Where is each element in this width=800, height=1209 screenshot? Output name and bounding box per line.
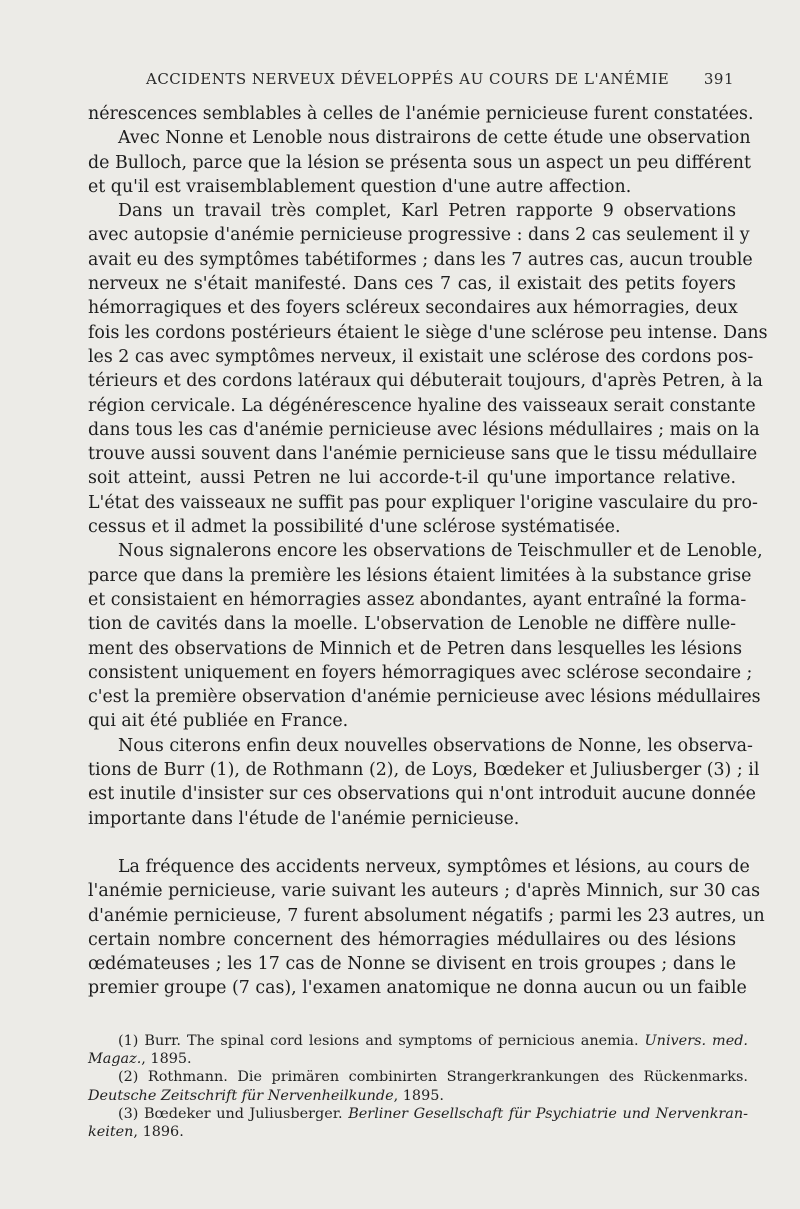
text-line: fois les cordons postérieurs étaient le siège d'une sclérose peu intense. Dans [88, 322, 768, 343]
footnote-journal: Berliner Gesellschaft für Psychiatrie und Nervenkran- [348, 1105, 749, 1122]
text-line: qui ait été publiée en France. [88, 711, 349, 732]
text-line: et consistaient en hémorragies assez abondantes, ayant entraîné la forma- [88, 589, 747, 610]
footnote-journal: Deutsche Zeitschrift für Nervenheilkunde [88, 1087, 394, 1104]
running-title: ACCIDENTS NERVEUX DÉVELOPPÉS AU COURS DE L'ANÉMIE [146, 70, 670, 88]
text-line: nérescences semblables à celles de l'anémie pernicieuse furent constatées. [88, 104, 754, 124]
footnote-journal: keiten [88, 1124, 134, 1141]
footnote-1 [88, 1032, 748, 1050]
text-line: d'anémie pernicieuse, 7 furent absolument négatifs ; parmi les 23 autres, un [88, 905, 765, 926]
footnote-text: , 1896. [133, 1124, 184, 1141]
text-line: Dans un travail très complet, Karl Petren rapporte 9 observations [118, 201, 736, 222]
footnote-3-cont [88, 1123, 748, 1141]
paragraph-gap [88, 831, 736, 855]
text-line: premier groupe (7 cas), l'examen anatomique ne donna aucun ou un faible [88, 978, 747, 999]
text-line: Avec Nonne et Lenoble nous distrairons de cette étude une observation [118, 128, 751, 149]
footnote-text: (1) Burr. The spinal cord lesions and symptoms of pernicious anemia. [118, 1033, 639, 1049]
footnotes [88, 1032, 748, 1141]
footnote-3 [88, 1105, 748, 1123]
text-line: certain nombre concernent des hémorragies médullaires ou des lésions [88, 929, 736, 950]
text-line: dans tous les cas d'anémie pernicieuse avec lésions médullaires ; mais on la [88, 419, 760, 440]
text-line: l'anémie pernicieuse, varie suivant les auteurs ; d'après Minnich, sur 30 cas [88, 881, 761, 902]
text-line: tions de Burr (1), de Rothmann (2), de Loys, Bœdeker et Juliusberger (3) ; il [88, 760, 760, 781]
text-line: parce que dans la première les lésions étaient limitées à la substance grise [88, 565, 752, 586]
text-line: avait eu des symptômes tabétiformes ; dans les 7 autres cas, aucun trouble [88, 249, 753, 270]
text-line: soit atteint, aussi Petren ne lui accorde-t-il qu'une importance relative. [88, 468, 736, 489]
page-number: 391 [703, 70, 734, 88]
text-line: tion de cavités dans la moelle. L'observation de Lenoble ne diffère nulle- [88, 614, 736, 635]
text-line: cessus et il admet la possibilité d'une sclérose systématisée. [88, 517, 621, 538]
text-line: térieurs et des cordons latéraux qui débuterait toujours, d'après Petren, à la [88, 371, 763, 392]
footnote-text: , 1895. [393, 1087, 444, 1104]
text-line: hémorragiques et des foyers scléreux secondaires aux hémorragies, deux [88, 298, 738, 319]
text-line: et qu'il est vraisemblablement question d'une autre affection. [88, 176, 632, 197]
footnote-2-cont [88, 1087, 748, 1105]
body-text [88, 102, 768, 1001]
text-line: importante dans l'étude de l'anémie pernicieuse. [88, 808, 520, 829]
text-line: est inutile d'insister sur ces observations qui n'ont introduit aucune donnée [88, 784, 756, 805]
text-line: c'est la première observation d'anémie pernicieuse avec lésions médullaires [88, 687, 761, 708]
text-line: région cervicale. La dégénérescence hyaline des vaisseaux serait constante [88, 395, 756, 416]
footnote-journal: Magaz. [88, 1051, 142, 1068]
text-line: Nous signalerons encore les observations de Teischmuller et de Lenoble, [118, 541, 763, 562]
text-line: œdémateuses ; les 17 cas de Nonne se divisent en trois groupes ; dans le [88, 954, 736, 975]
text-line: La fréquence des accidents nerveux, symptômes et lésions, au cours de [118, 856, 750, 877]
text-line: les 2 cas avec symptômes nerveux, il existait une sclérose des cordons pos- [88, 346, 754, 367]
text-line: avec autopsie d'anémie pernicieuse progressive : dans 2 cas seulement il y [88, 225, 750, 246]
footnote-1-cont [88, 1050, 748, 1068]
footnote-journal: Univers. med. [644, 1033, 748, 1049]
footnote-2 [88, 1068, 748, 1086]
footnote-text: , 1895. [141, 1051, 192, 1068]
text-line: de Bulloch, parce que la lésion se présenta sous un aspect un peu différent [88, 152, 751, 173]
text-line: L'état des vaisseaux ne suffit pas pour expliquer l'origine vasculaire du pro- [88, 492, 758, 513]
text-line: Nous citerons enfin deux nouvelles observations de Nonne, les observa- [118, 735, 753, 756]
text-line: nerveux ne s'était manifesté. Dans ces 7 cas, il existait des petits foyers [88, 274, 736, 295]
text-line: consistent uniquement en foyers hémorragiques avec sclérose secondaire ; [88, 662, 753, 683]
text-line: ment des observations de Minnich et de Petren dans lesquelles les lésions [88, 638, 743, 659]
footnote-text: (3) Bœdeker und Juliusberger. [118, 1105, 343, 1122]
footnote-text: (2) Rothmann. Die primären combinirten Strangerkrankungen des Rückenmarks. [118, 1069, 748, 1086]
text-line: trouve aussi souvent dans l'anémie pernicieuse sans que le tissu médullaire [88, 444, 758, 465]
